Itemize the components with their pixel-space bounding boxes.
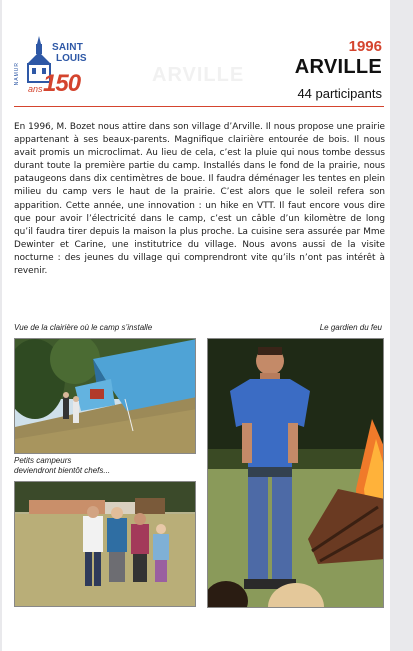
camp-place: ARVILLE — [294, 56, 382, 78]
logo-text-ans: ans — [28, 84, 43, 94]
logo-text-louis: LOUIS — [56, 53, 87, 64]
camp-year: 1996 — [348, 38, 382, 55]
participant-count: 44 participants — [297, 86, 382, 101]
anniversary-logo — [14, 36, 94, 98]
caption-group-line-2: deviendront bientôt chefs... — [14, 466, 111, 475]
photo-fire-keeper — [207, 338, 384, 608]
logo-text-150: 150 — [43, 70, 81, 97]
logo-text-saint: SAINT — [52, 42, 83, 53]
story-paragraph: En 1996, M. Bozet nous attire dans son village d’Arville. Il nous propose une prairie appartenant à ses beaux-parents. Magnifique clairière entourée de bois. Il nous avait promis un microclimat. Au lieu de cela, c’est la pluie qui nous tombe dessus durant toute la première partie du camp. Installés dans le fond de la prairie, nous pataugeons dans dix centimètres de boue. Il faudra déménager les tentes en plein milieu du camp vers le haut de la prairie. C’est alors que le soleil refera son apparition. Cette année, une innovation : un hike en VTT. Il faut encore vous dire que pour avoir l’électricité dans le camp, c’est un câble d’un kilomètre de long qu’il faudra tirer depuis la maison la plus proche. La cuisine sera assurée par Mme Dewinter et Carine, une institutrice du village. Nous avons aussi de la visite nocturne : des jeunes du village qui comprendront vite qu’ils n’ont pas intérêt à revenir. — [14, 122, 385, 277]
caption-tent-photo: Vue de la clairière où le camp s’installe — [14, 323, 153, 332]
logo-text-namur: NAMUR — [14, 62, 20, 86]
caption-fire-photo: Le gardien du feu — [319, 323, 382, 332]
caption-group-photo — [14, 456, 144, 476]
caption-group-line-1: Petits campeurs — [14, 456, 72, 465]
document-page — [2, 0, 390, 651]
header-divider — [14, 106, 384, 107]
photo-tent-clearing — [14, 338, 196, 454]
place-watermark: ARVILLE — [152, 64, 245, 86]
photo-young-campers — [14, 481, 196, 607]
